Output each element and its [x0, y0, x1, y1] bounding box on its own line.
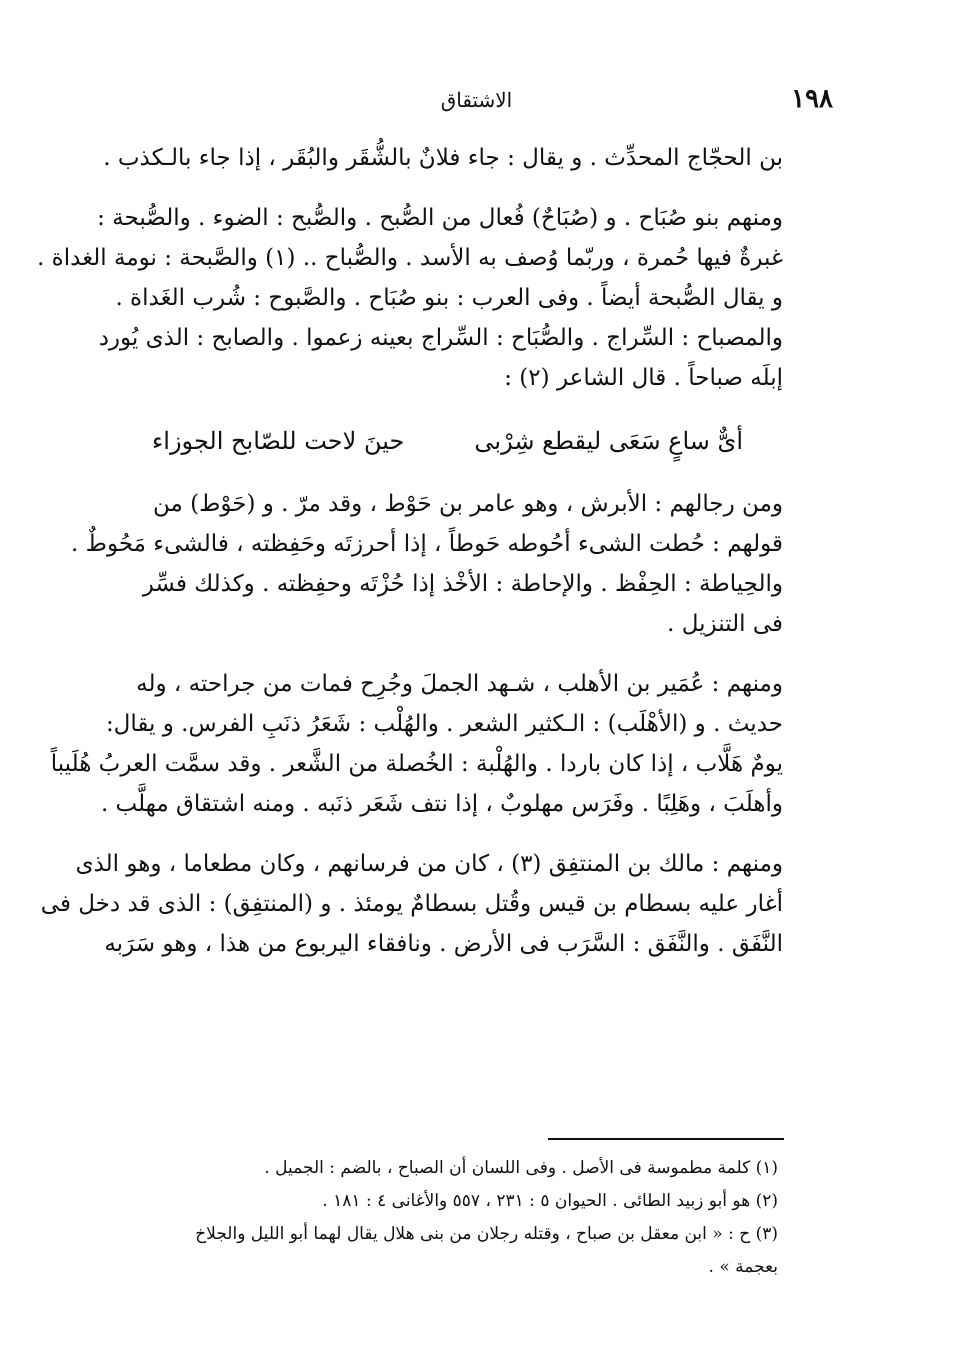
- text-line: فى التنزيل .: [667, 611, 783, 637]
- main-text: [37, 138, 783, 964]
- page-header: [120, 84, 833, 118]
- text-line: والحِياطة : الحِفْظ . والإحاطة : الأخْذ إذا حُزْتَه وحفِظته . وكذلك فسِّر: [142, 571, 783, 597]
- text-line: بن الحجّاج المحدِّث . و يقال : جاء فلانٌ بالشُّقَر والبُقَر ، إذا جاء بالـكذب .: [103, 145, 783, 171]
- text-line: النَّفَق . والنَّفَق : السَّرَب فى الأرض . ونافقاء اليربوع من هذا ، وهو سَرَبه: [104, 931, 783, 957]
- verse-hemistich-second: حينَ لاحت للصّابح الجوزاء: [152, 427, 405, 455]
- footnote-1: (١) كلمة مطموسة فى الأصل . وفى اللسان أن الصباح ، بالضم : الجميل .: [264, 1158, 778, 1178]
- text-line: قولهم : حُطت الشىء أحُوطه حَوطاً ، إذا أحرزتَه وحَفِظته ، فالشىء مَحُوطٌ .: [71, 531, 783, 557]
- text-line: يومٌ هَلَّاب ، إذا كان باردا . والهُلْبة : الخُصلة من الشَّعر . وقد سمَّت العربُ هُلَيباً: [50, 751, 783, 777]
- footnote-separator: [548, 1138, 784, 1140]
- text-line: والمصباح : السِّراج . والصُّبَاح : السِّراج بعينه زعموا . والصابح : الذى يُورد: [98, 325, 783, 351]
- text-line: و يقال الصُّبحة أيضاً . وفى العرب : بنو صُبَاح . والصَّبوح : شُرب الغَداة .: [115, 285, 783, 311]
- text-line: ومنهم : مالك بن المنتفِق (٣) ، كان من فرسانهم ، وكان مطعاما ، وهو الذى: [75, 851, 783, 877]
- footnote-2: (٢) هو أبو زبيد الطائى . الحيوان ٥ : ٢٣١ ، ٥٥٧ والأغانى ٤ : ١٨١ .: [322, 1191, 778, 1211]
- page-number: ١٩٨: [791, 84, 833, 114]
- footnote-3: (٣) ح : « ابن معقل بن صباح ، وقتله رجلان من بنى هلال يقال لهما أبو الليل والجلاخ: [195, 1224, 778, 1244]
- verse-hemistich-first: أىٌّ ساعٍ سَعَى ليقطع شِرْبى: [474, 427, 743, 455]
- text-line: أغار عليه بسطام بن قيس وقُتل بسطامٌ يومئذ . و (المنتفِق) : الذى قد دخل فى: [40, 891, 783, 917]
- text-line: حديث . و (الأهْلَب) : الـكثير الشعر . والهُلْب : شَعَرُ ذنَبِ الفرس. و يقال:: [105, 711, 783, 737]
- poetry-verse: [132, 418, 783, 464]
- text-line: ومنهم : عُمَير بن الأهلب ، شـهد الجملَ وجُرِح فمات من جراحته ، وله: [136, 671, 783, 697]
- running-title: الاشتقاق: [440, 88, 513, 112]
- text-line: ومنهم بنو صُبَاح . و (صُبَاحٌ) فُعال من الصُّبح . والصُّبح : الضوء . والصُّبحة :: [97, 205, 783, 231]
- footnotes: [128, 1152, 778, 1284]
- text-line: غبرةٌ فيها حُمرة ، وربّما وُصف به الأسد . والصُّباح .. (١) والصَّبحة : نومة الغداة .: [37, 245, 783, 271]
- text-line: ومن رجالهم : الأبرش ، وهو عامر بن حَوْط ، وقد مرّ . و (حَوْط) من: [152, 491, 783, 517]
- text-line: إبلَه صباحاً . قال الشاعر (٢) :: [504, 365, 783, 391]
- text-line: وأهلَبَ ، وهَلِبًا . وفَرَس مهلوبٌ ، إذا نتف شَعَر ذنَبه . ومنه اشتقاق مهلَّب .: [100, 791, 783, 817]
- footnote-3-continued: بعجمة » .: [708, 1257, 778, 1277]
